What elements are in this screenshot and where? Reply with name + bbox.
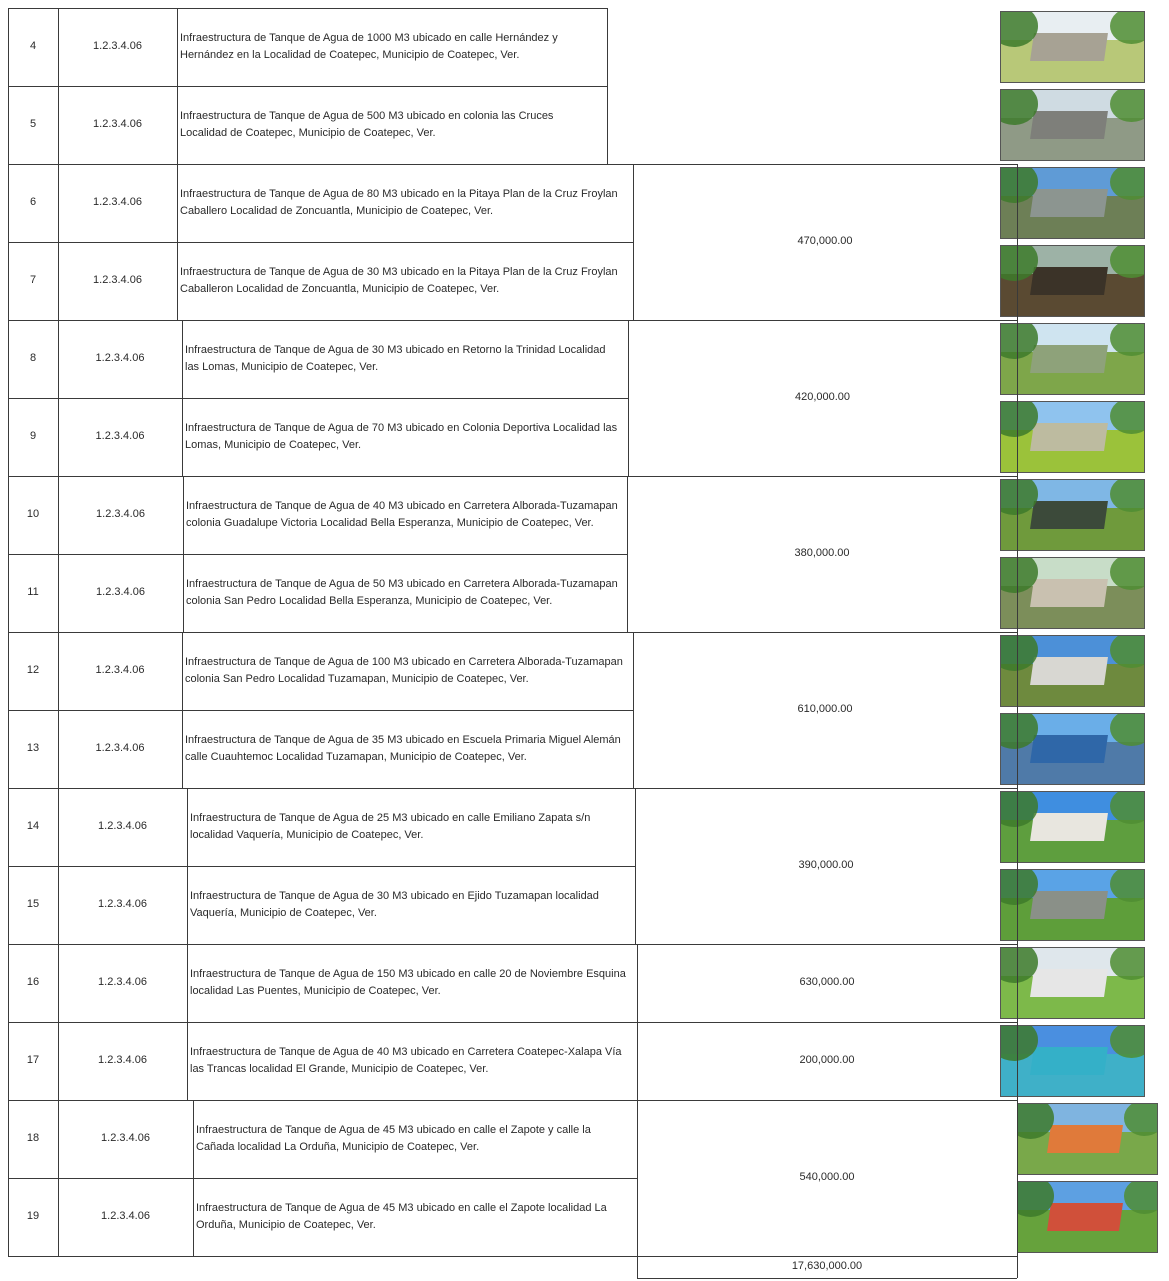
tank-photo-fenced-tank: [1000, 479, 1145, 551]
col-border: [8, 554, 9, 632]
amount-value: 380,000.00: [794, 547, 850, 560]
tank-photo-elevated-tank: [1000, 791, 1145, 863]
row-border: [8, 86, 607, 87]
amount-border: [1017, 476, 1018, 632]
tank-photo-stone-tank: [1000, 167, 1145, 239]
col-border: [183, 554, 184, 632]
row-number: 18: [26, 1132, 40, 1145]
item-description: Infraestructura de Tanque de Agua de 45 M3 ubicado en calle el Zapote localidad La Orduña, Municipio de Coatepec, Ver.: [196, 1201, 607, 1231]
col-border: [607, 8, 608, 86]
account-code: 1.2.3.4.06: [93, 40, 142, 53]
col-border: [8, 320, 9, 398]
row-border: [8, 8, 607, 9]
col-border: [8, 710, 9, 788]
tank-photo-grass-field: [1000, 401, 1145, 473]
tank-photo-field-tank: [1000, 869, 1145, 941]
item-description: Infraestructura de Tanque de Agua de 70 M3 ubicado en Colonia Deportiva Localidad las Lomas, Municipio de Coatepec, Ver.: [185, 421, 618, 451]
amount-border: [628, 320, 1017, 321]
account-code: 1.2.3.4.06: [101, 1210, 150, 1223]
item-description: Infraestructura de Tanque de Agua de 30 M3 ubicado en Retorno la Trinidad Localidad las Lomas, Municipio de Coatepec, Ver.: [185, 343, 606, 373]
col-border: [187, 1022, 188, 1100]
item-description: Infraestructura de Tanque de Agua de 35 M3 ubicado en Escuela Primaria Miguel Alemán calle Cuauhtemoc Localidad Tuzamapan, Municipio de Coatepec, Ver.: [185, 733, 621, 763]
amount-border: [637, 1100, 1017, 1101]
col-border: [182, 398, 183, 476]
tank-photo-hill-tank: [1000, 635, 1145, 707]
col-border: [8, 86, 9, 164]
account-code: 1.2.3.4.06: [98, 820, 147, 833]
amount-value: 540,000.00: [799, 1171, 855, 1184]
col-border: [8, 944, 9, 1022]
account-code: 1.2.3.4.06: [93, 196, 142, 209]
row-border: [8, 632, 633, 633]
col-border: [8, 1022, 9, 1100]
col-border: [8, 1100, 9, 1178]
col-border: [58, 554, 59, 632]
col-border: [177, 164, 178, 242]
account-code: 1.2.3.4.06: [95, 664, 145, 677]
row-number: 8: [29, 352, 37, 365]
amount-border: [1017, 788, 1018, 944]
col-border: [8, 788, 9, 866]
amount-value: 390,000.00: [798, 859, 854, 872]
item-description: Infraestructura de Tanque de Agua de 150 M3 ubicado en calle 20 de Noviembre Esquina localidad Las Puentes, Municipio de Coatepec, Ver.: [190, 967, 626, 997]
row-number: 6: [29, 196, 37, 209]
amount-border: [1017, 944, 1018, 1022]
col-border: [183, 476, 184, 554]
item-description: Infraestructura de Tanque de Agua de 30 M3 ubicado en Ejido Tuzamapan localidad Vaquería, Municipio de Coatepec, Ver.: [190, 889, 599, 919]
row-number: 10: [26, 508, 40, 521]
col-border: [8, 1178, 9, 1256]
col-border: [58, 1022, 59, 1100]
item-description: Infraestructura de Tanque de Agua de 25 M3 ubicado en calle Emiliano Zapata s/n localidad Vaquería, Municipio de Coatepec, Ver.: [190, 811, 591, 841]
account-code: 1.2.3.4.06: [93, 274, 142, 287]
col-border: [177, 86, 178, 164]
amount-border: [635, 788, 1017, 789]
col-border: [193, 1100, 194, 1178]
col-border: [58, 788, 59, 866]
col-border: [58, 164, 59, 242]
account-code: 1.2.3.4.06: [98, 976, 147, 989]
col-border: [8, 8, 9, 86]
col-border: [58, 242, 59, 320]
row-border: [8, 554, 627, 555]
col-border: [607, 86, 608, 164]
amount-value: 470,000.00: [797, 235, 853, 248]
item-description: Infraestructura de Tanque de Agua de 40 M3 ubicado en Carretera Coatepec-Xalapa Vía las Trancas localidad El Grande, Municipio de Coatepec, Ver.: [190, 1045, 622, 1075]
item-description: Infraestructura de Tanque de Agua de 1000 M3 ubicado en calle Hernández y Hernández en la Localidad de Coatepec, Municipio de Coatepec, Ver.: [180, 31, 558, 61]
account-code: 1.2.3.4.06: [98, 1054, 147, 1067]
row-border: [8, 1022, 637, 1023]
account-code: 1.2.3.4.06: [96, 508, 145, 521]
row-number: 19: [26, 1210, 40, 1223]
row-border: [8, 242, 633, 243]
total-border: [637, 1256, 638, 1278]
tank-photo-covered-tank: [1000, 557, 1145, 629]
col-border: [58, 320, 59, 398]
row-number: 16: [26, 976, 40, 989]
col-border: [182, 632, 183, 710]
amount-value: 200,000.00: [799, 1054, 855, 1067]
tank-photo-blue-tank: [1000, 1025, 1145, 1097]
item-description: Infraestructura de Tanque de Agua de 100 M3 ubicado en Carretera Alborada-Tuzamapan colonia San Pedro Localidad Tuzamapan, Municipio de Coatepec, Ver.: [185, 655, 623, 685]
amount-border: [637, 1022, 1017, 1023]
col-border: [8, 476, 9, 554]
total-border: [637, 1278, 1017, 1279]
tank-photo-dark-tank: [1000, 245, 1145, 317]
item-description: Infraestructura de Tanque de Agua de 50 M3 ubicado en Carretera Alborada-Tuzamapan colonia San Pedro Localidad Bella Esperanza, Municipio de Coatepec, Ver.: [186, 577, 618, 607]
row-border: [8, 710, 633, 711]
row-number: 12: [26, 664, 40, 677]
col-border: [8, 398, 9, 476]
item-description: Infraestructura de Tanque de Agua de 40 M3 ubicado en Carretera Alborada-Tuzamapan colonia Guadalupe Victoria Localidad Bella Esperanza, Municipio de Coatepec, Ver.: [186, 499, 618, 529]
total-border: [1017, 1256, 1018, 1278]
row-number: 14: [26, 820, 40, 833]
col-border: [58, 86, 59, 164]
row-number: 9: [29, 430, 37, 443]
amount-border: [637, 944, 1017, 945]
col-border: [187, 944, 188, 1022]
amount-border: [637, 1256, 1017, 1257]
row-number: 13: [26, 742, 40, 755]
col-border: [58, 632, 59, 710]
row-number: 15: [26, 898, 40, 911]
row-number: 4: [29, 40, 37, 53]
col-border: [177, 8, 178, 86]
col-border: [8, 242, 9, 320]
account-code: 1.2.3.4.06: [93, 118, 142, 131]
amount-border: [1017, 1022, 1018, 1100]
col-border: [193, 1178, 194, 1256]
amount-border: [1017, 320, 1018, 476]
col-border: [58, 8, 59, 86]
col-border: [182, 710, 183, 788]
col-border: [8, 632, 9, 710]
amount-border: [1017, 632, 1018, 788]
row-border: [8, 320, 628, 321]
amount-value: 420,000.00: [794, 391, 851, 404]
tank-photo-red-building: [1017, 1181, 1158, 1253]
amount-value: 630,000.00: [799, 976, 855, 989]
amount-border: [627, 476, 1017, 477]
account-code: 1.2.3.4.06: [96, 586, 145, 599]
grand-total: 17,630,000.00: [791, 1260, 863, 1273]
col-border: [177, 242, 178, 320]
col-border: [8, 866, 9, 944]
col-border: [58, 710, 59, 788]
amount-border: [1017, 1100, 1018, 1256]
row-number: 11: [27, 586, 39, 599]
account-code: 1.2.3.4.06: [95, 352, 145, 365]
account-code: 1.2.3.4.06: [95, 430, 145, 443]
col-border: [182, 320, 183, 398]
table-bottom-border: [8, 1256, 637, 1257]
row-border: [8, 1178, 637, 1179]
account-code: 1.2.3.4.06: [98, 898, 147, 911]
row-border: [8, 398, 628, 399]
col-border: [187, 866, 188, 944]
tank-photo-orange-building: [1017, 1103, 1158, 1175]
amount-border: [1017, 164, 1018, 320]
row-border: [8, 164, 633, 165]
row-border: [8, 944, 637, 945]
tank-photo-school-tank: [1000, 713, 1145, 785]
col-border: [58, 866, 59, 944]
row-border: [8, 866, 635, 867]
item-description: Infraestructura de Tanque de Agua de 45 M3 ubicado en calle el Zapote y calle la Cañada localidad La Orduña, Municipio de Coatepec, Ver.: [196, 1123, 591, 1153]
tank-photo-concrete-slab: [1000, 947, 1145, 1019]
row-border: [8, 1100, 637, 1101]
amount-border: [633, 164, 1017, 165]
row-border: [8, 788, 635, 789]
amount-border: [633, 632, 1017, 633]
col-border: [58, 944, 59, 1022]
item-description: Infraestructura de Tanque de Agua de 30 M3 ubicado en la Pitaya Plan de la Cruz Froylan Caballeron Localidad de Zoncuantla, Municipio de Coatepec, Ver.: [180, 265, 618, 295]
tank-photo-stone-wall: [1000, 89, 1145, 161]
col-border: [58, 398, 59, 476]
tank-photo-hillside-wall: [1000, 11, 1145, 83]
account-code: 1.2.3.4.06: [101, 1132, 150, 1145]
col-border: [187, 788, 188, 866]
col-border: [58, 476, 59, 554]
item-description: Infraestructura de Tanque de Agua de 80 M3 ubicado en la Pitaya Plan de la Cruz Froylan Caballero Localidad de Zoncuantla, Municipio de Coatepec, Ver.: [180, 187, 618, 217]
tank-photo-vegetation: [1000, 323, 1145, 395]
row-border: [8, 476, 627, 477]
item-description: Infraestructura de Tanque de Agua de 500 M3 ubicado en colonia las Cruces Localidad de Coatepec, Municipio de Coatepec, Ver.: [180, 109, 554, 139]
row-number: 17: [26, 1054, 40, 1067]
col-border: [58, 1100, 59, 1178]
col-border: [8, 164, 9, 242]
row-number: 5: [29, 118, 37, 131]
col-border: [58, 1178, 59, 1256]
account-code: 1.2.3.4.06: [95, 742, 145, 755]
row-number: 7: [29, 274, 37, 287]
amount-value: 610,000.00: [797, 703, 853, 716]
